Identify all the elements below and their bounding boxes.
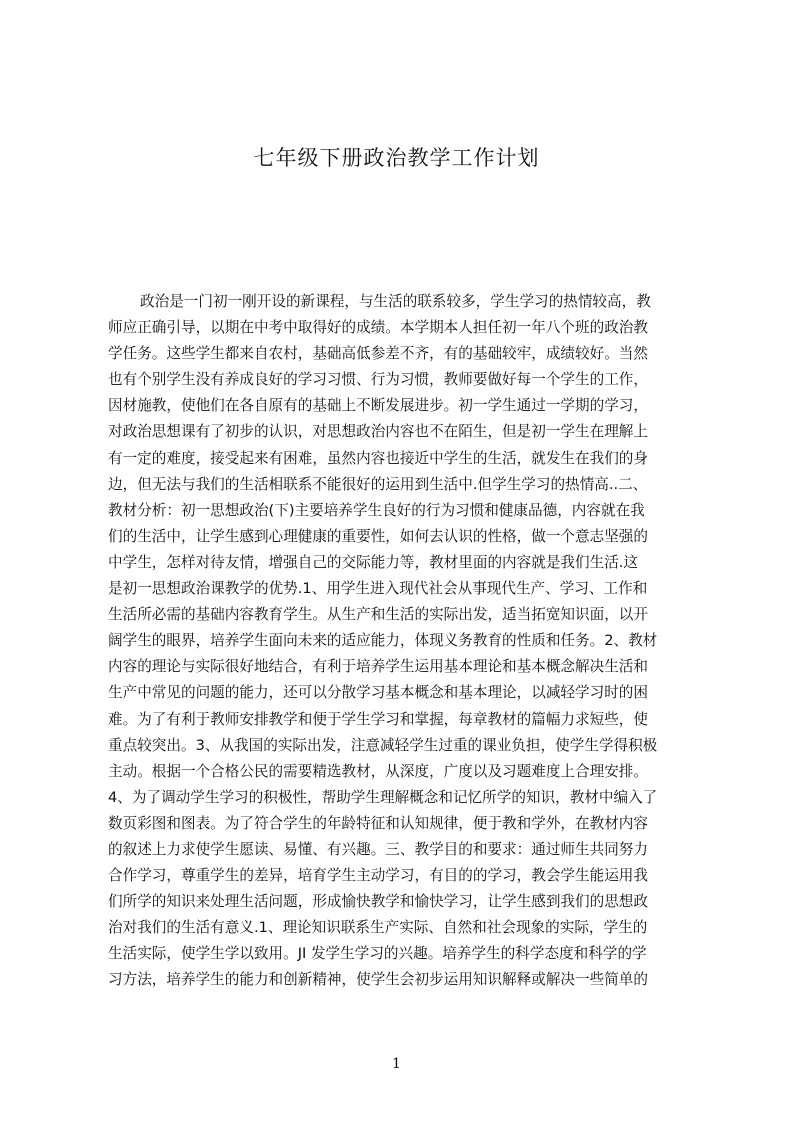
- text-line: 有一定的难度，接受起来有困难，虽然内容也接近中学生的生活，就发生在我们的身: [108, 449, 648, 467]
- text-line: 边，但无法与我们的生活相联系不能很好的运用到生活中.但学生学习的热情高..二、: [108, 475, 648, 493]
- text-line: 生活实际，使学生学以致用。JI 发学生学习的兴趣。培养学生的科学态度和科学的学: [108, 945, 647, 963]
- text-line: 学任务。这些学生都来自农村，基础高低参差不齐，有的基础较牢，成绩较好。当然: [108, 345, 648, 363]
- page-number: 1: [392, 1056, 401, 1072]
- text-line: 重点较突出。3、从我国的实际出发，注意减轻学生过重的课业负担，使学生学得积极: [108, 736, 658, 754]
- document-title: 七年级下册政治教学工作计划: [253, 146, 540, 170]
- text-line: 师应正确引导，以期在中考中取得好的成绩。本学期本人担任初一年八个班的政治教: [108, 319, 648, 337]
- text-line: 主动。根据一个合格公民的需要精选教材，从深度，广度以及习题难度上合理安排。: [108, 762, 648, 780]
- text-line: 治对我们的生活有意义.1、理论知识联系生产实际、自然和社会现象的实际，学生的: [108, 919, 648, 937]
- text-line: 合作学习，尊重学生的差异，培育学生主动学习，有目的的学习，教会学生能运用我: [108, 867, 648, 885]
- text-line: 生活所必需的基础内容教育学生。从生产和生活的实际出发，适当拓宽知识面，以开: [108, 606, 648, 624]
- text-line: 也有个别学生没有养成良好的学习习惯、行为习惯，教师要做好每一个学生的工作，: [108, 371, 648, 389]
- text-line: 生产中常见的问题的能力，还可以分散学习基本概念和基本理论，以减轻学习时的困: [108, 684, 648, 702]
- text-line: 难。为了有利于教师安排教学和便于学生学习和掌握，每章教材的篇幅力求短些，使: [108, 710, 648, 728]
- text-line: 数页彩图和图表。为了符合学生的年龄特征和认知规律，便于教和学外，在教材内容: [108, 814, 648, 832]
- text-line: 内容的理论与实际很好地结合，有利于培养学生运用基本理论和基本概念解决生活和: [108, 658, 648, 676]
- text-line: 4、为了调动学生学习的积极性，帮助学生理解概念和记忆所学的知识，教材中编入了: [108, 788, 658, 806]
- text-line: 阔学生的眼界，培养学生面向未来的适应能力，体现义务教育的性质和任务。2、教材: [108, 632, 658, 650]
- text-line: 的叙述上力求使学生愿读、易懂、有兴趣。三、教学目的和要求：通过师生共同努力: [108, 840, 648, 858]
- text-line: 政治是一门初一刚开设的新课程，与生活的联系较多，学生学习的热情较高，教: [140, 293, 651, 310]
- text-line: 教材分析：初一思想政治(下)主要培养学生良好的行为习惯和健康品德，内容就在我: [108, 501, 645, 519]
- text-line: 对政治思想课有了初步的认识，对思想政治内容也不在陌生，但是初一学生在理解上: [108, 423, 648, 441]
- text-line: 因材施教，使他们在各自原有的基础上不断发展进步。初一学生通过一学期的学习，: [108, 397, 648, 415]
- text-line: 是初一思想政治课教学的优势.1、用学生进入现代社会从事现代生产、学习、工作和: [108, 580, 648, 598]
- text-line: 中学生，怎样对待友情，增强自己的交际能力等，教材里面的内容就是我们生活.这: [108, 553, 639, 571]
- text-line: 们所学的知识来处理生活问题，形成愉快教学和愉快学习，让学生感到我们的思想政: [108, 893, 648, 911]
- text-line: 习方法，培养学生的能力和创新精神，使学生会初步运用知识解释或解决一些简单的: [108, 971, 648, 989]
- body-paragraph: [108, 289, 698, 994]
- text-line: 们的生活中，让学生感到心理健康的重要性，如何去认识的性格，做一个意志坚强的: [108, 527, 648, 545]
